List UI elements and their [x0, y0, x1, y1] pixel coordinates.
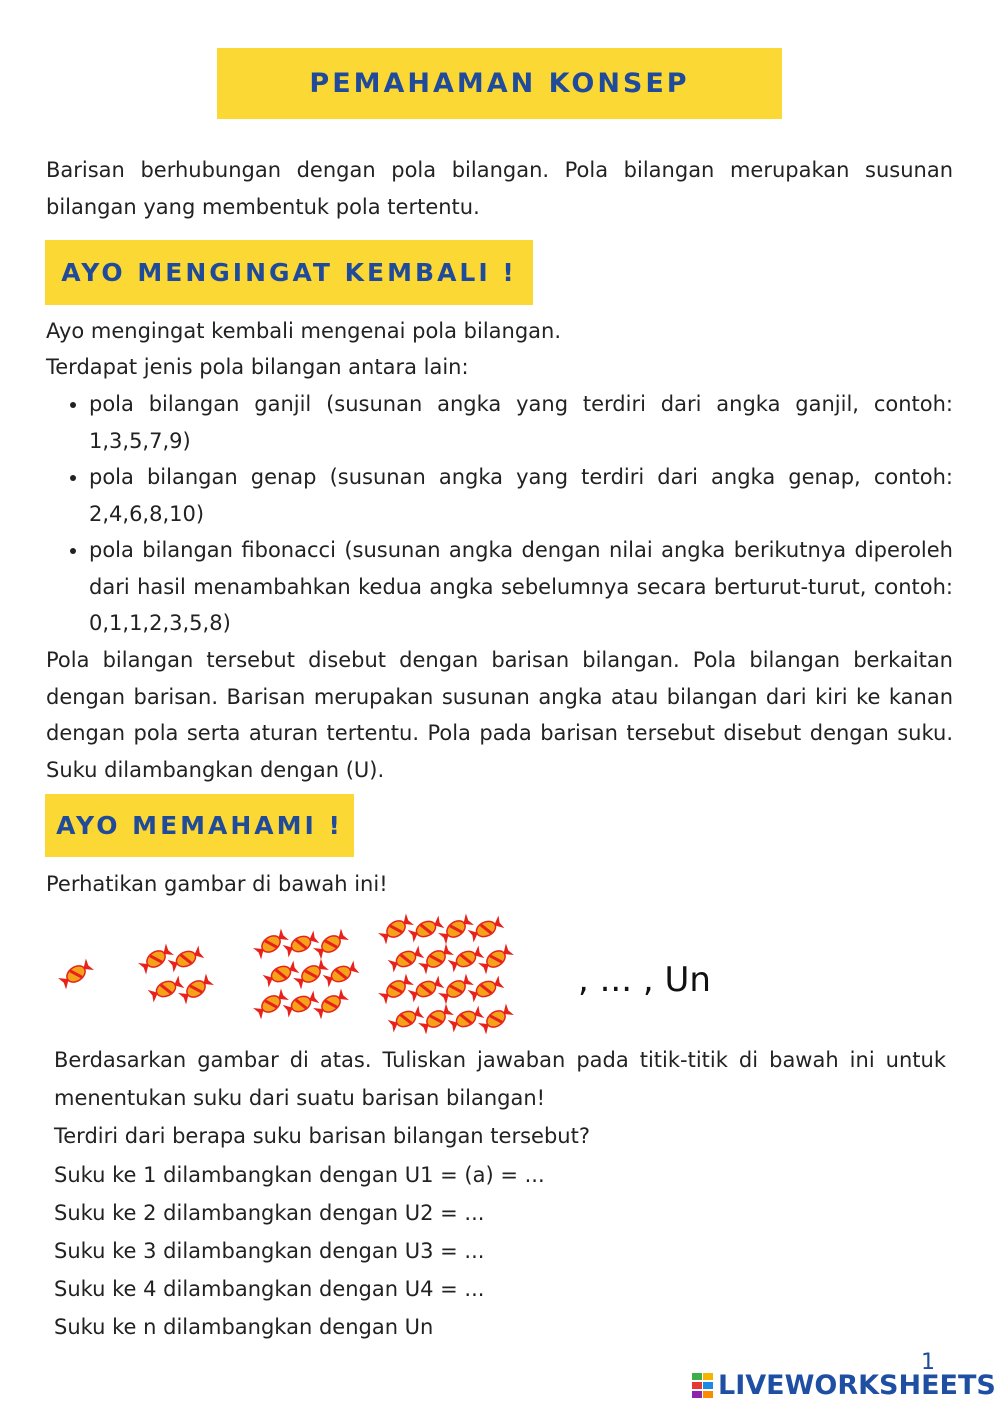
instruction-line: Suku ke n dilambangkan dengan Un: [54, 1315, 434, 1340]
candy-icon: [378, 974, 414, 1005]
section-title-recall: AYO MENGINGAT KEMBALI !: [45, 240, 533, 305]
candy-icon: [448, 1005, 485, 1032]
section-title-understand: AYO MEMAHAMI !: [45, 794, 354, 857]
liveworksheets-logo: [692, 1370, 996, 1401]
recall-list-intro: Terdapat jenis pola bilangan antara lain:: [46, 355, 469, 379]
candy-icon: [468, 975, 505, 1002]
candy-icon: [313, 929, 349, 960]
candy-icon: [418, 944, 454, 975]
candy-icon: [438, 914, 474, 945]
candy-icon: [478, 944, 514, 975]
candy-icon: [178, 974, 214, 1005]
instruction-line: Suku ke 1 dilambangkan dengan U1 = (a) = ...: [54, 1162, 545, 1187]
candy-icon: [293, 959, 329, 990]
candy-group-4: [378, 914, 514, 1035]
instruction-line: Suku ke 2 dilambangkan dengan U2 = ...: [54, 1200, 485, 1225]
candy-icon: [253, 989, 289, 1020]
number-pattern-list: [46, 386, 953, 642]
candy-icon: [138, 944, 174, 975]
logo-text: LIVEWORKSHEETS: [718, 1370, 996, 1401]
candy-icon: [448, 945, 485, 972]
candy-group-1: [58, 959, 94, 990]
candy-group-2: [138, 944, 214, 1005]
candy-icon: [283, 990, 320, 1017]
candy-icon: [253, 929, 289, 960]
sequence-description: Pola bilangan tersebut disebut dengan barisan bilangan. Pola bilangan berkaitan dengan barisan. Barisan merupakan susunan angka atau bilangan dari kiri ke kanan dengan pola serta aturan tertentu. Pola pada barisan tersebut disebut dengan suku. Suku dilambangkan dengan (U).: [46, 648, 953, 782]
candy-icon: [388, 1005, 425, 1032]
list-item-odd-pattern: • pola bilangan ganjil (susunan angka yang terdiri dari angka ganjil, contoh: 1,3,5,7,9): [89, 386, 953, 459]
instruction-line: Suku ke 4 dilambangkan dengan U4 = ...: [54, 1277, 485, 1302]
candy-icon: [408, 975, 445, 1002]
instructions-block: [54, 1041, 946, 1347]
observe-prompt: Perhatikan gambar di bawah ini!: [46, 872, 388, 896]
candy-icon: [313, 989, 349, 1020]
candy-icon: [418, 1004, 454, 1035]
candy-icon: [388, 945, 425, 972]
instruction-line: Suku ke 3 dilambangkan dengan U3 = ...: [54, 1239, 485, 1264]
concept-text: Barisan berhubungan dengan pola bilangan. Pola bilangan merupakan susunan bilangan yang membentuk pola tertentu.: [46, 158, 953, 219]
logo-blocks-icon: [692, 1373, 714, 1399]
section-title-concept: PEMAHAMAN KONSEP: [217, 48, 782, 119]
candy-icon: [263, 960, 300, 987]
candy-group-3: [253, 929, 359, 1020]
sequence-tail-text: , ... , Un: [578, 960, 711, 1000]
candy-icon: [58, 959, 94, 990]
candy-icon: [408, 915, 445, 942]
candy-icon: [323, 960, 360, 987]
instruction-line: Berdasarkan gambar di atas. Tuliskan jawaban pada titik-titik di bawah ini untuk menentukan suku dari suatu barisan bilangan!: [54, 1048, 946, 1111]
candy-pattern-figure: [55, 912, 535, 1037]
candy-icon: [438, 974, 474, 1005]
list-item-even-pattern: • pola bilangan genap (susunan angka yang terdiri dari angka genap, contoh: 2,4,6,8,10): [89, 459, 953, 532]
candy-icon: [148, 975, 185, 1002]
instruction-line: Terdiri dari berapa suku barisan bilangan tersebut?: [54, 1124, 590, 1149]
candy-icon: [478, 1004, 514, 1035]
page-number: 1: [921, 1350, 935, 1375]
candy-icon: [168, 945, 205, 972]
candy-icon: [378, 914, 414, 945]
list-item-fibonacci-pattern: • pola bilangan fibonacci (susunan angka dengan nilai angka berikutnya diperoleh dari hasil menambahkan kedua angka sebelumnya secara berturut-turut, contoh: 0,1,1,2,3,5,8): [89, 532, 953, 642]
candy-icon: [468, 915, 505, 942]
recall-intro-line: Ayo mengingat kembali mengenai pola bilangan.: [46, 319, 562, 343]
candy-icon: [283, 930, 320, 957]
